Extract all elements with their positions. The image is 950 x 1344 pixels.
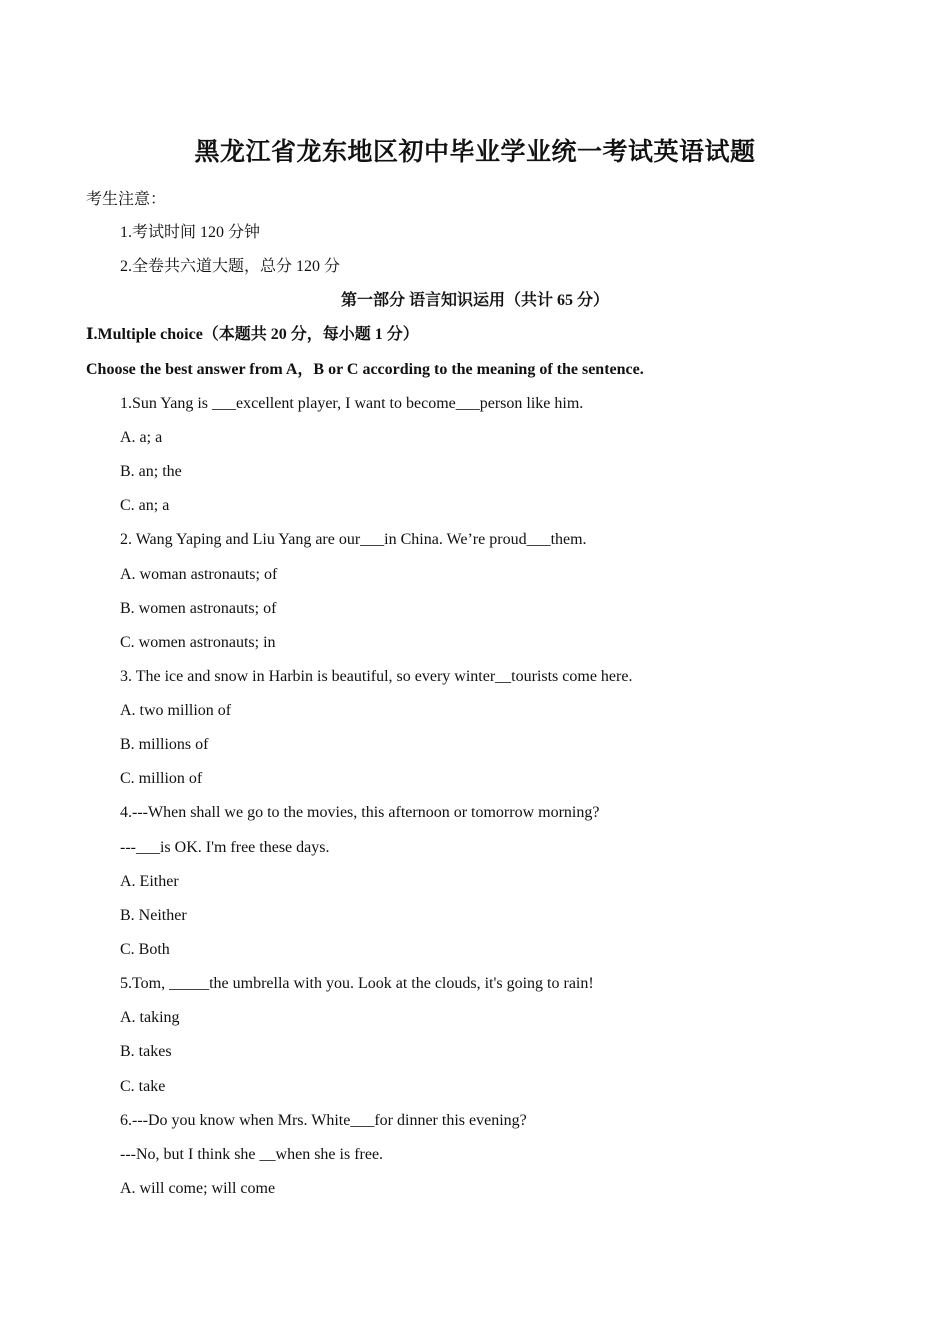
section-heading: Ⅰ.Multiple choice（本题共 20 分，每小题 1 分） (86, 326, 419, 343)
part-heading: 第一部分 语言知识运用（共计 65 分） (340, 292, 609, 309)
notice-item: 2.全卷共六道大题，总分 120 分 (120, 258, 341, 275)
question-stem: 4.---When shall we go to the movies, this afternoon or tomorrow morning? (120, 804, 600, 821)
question-stem-reply: ---___is OK. I'm free these days. (120, 839, 330, 856)
answer-option: A. woman astronauts; of (120, 566, 278, 583)
question-stem: 5.Tom, _____the umbrella with you. Look at the clouds, it's going to rain! (120, 975, 594, 992)
question-stem: 1.Sun Yang is ___excellent player, I want to become___person like him. (120, 395, 584, 412)
answer-option: C. take (120, 1078, 166, 1095)
answer-option: C. an; a (120, 497, 170, 514)
answer-option: B. takes (120, 1043, 172, 1060)
answer-option: B. an; the (120, 463, 182, 480)
answer-option: A. will come; will come (120, 1180, 276, 1197)
answer-option: A. a; a (120, 429, 163, 446)
notice-heading: 考生注意： (86, 191, 167, 208)
answer-option: A. two million of (120, 702, 232, 719)
answer-option: C. million of (120, 770, 203, 787)
notice-item: 1.考试时间 120 分钟 (120, 224, 261, 241)
question-stem: 3. The ice and snow in Harbin is beautiful, so every winter__tourists come here. (120, 668, 633, 685)
answer-option: B. Neither (120, 907, 187, 924)
question-stem-reply: ---No, but I think she __when she is free. (120, 1146, 384, 1163)
answer-option: A. Either (120, 873, 179, 890)
question-stem: 2. Wang Yaping and Liu Yang are our___in China. We’re proud___them. (120, 531, 587, 548)
question-stem: 6.---Do you know when Mrs. White___for dinner this evening? (120, 1112, 527, 1129)
instruction-text: Choose the best answer from A，B or C according to the meaning of the sentence. (86, 361, 644, 378)
answer-option: B. women astronauts; of (120, 600, 277, 617)
answer-option: A. taking (120, 1009, 180, 1026)
answer-option: C. Both (120, 941, 170, 958)
answer-option: B. millions of (120, 736, 209, 753)
answer-option: C. women astronauts; in (120, 634, 276, 651)
page-title: 黑龙江省龙东地区初中毕业学业统一考试英语试题 (194, 139, 756, 166)
